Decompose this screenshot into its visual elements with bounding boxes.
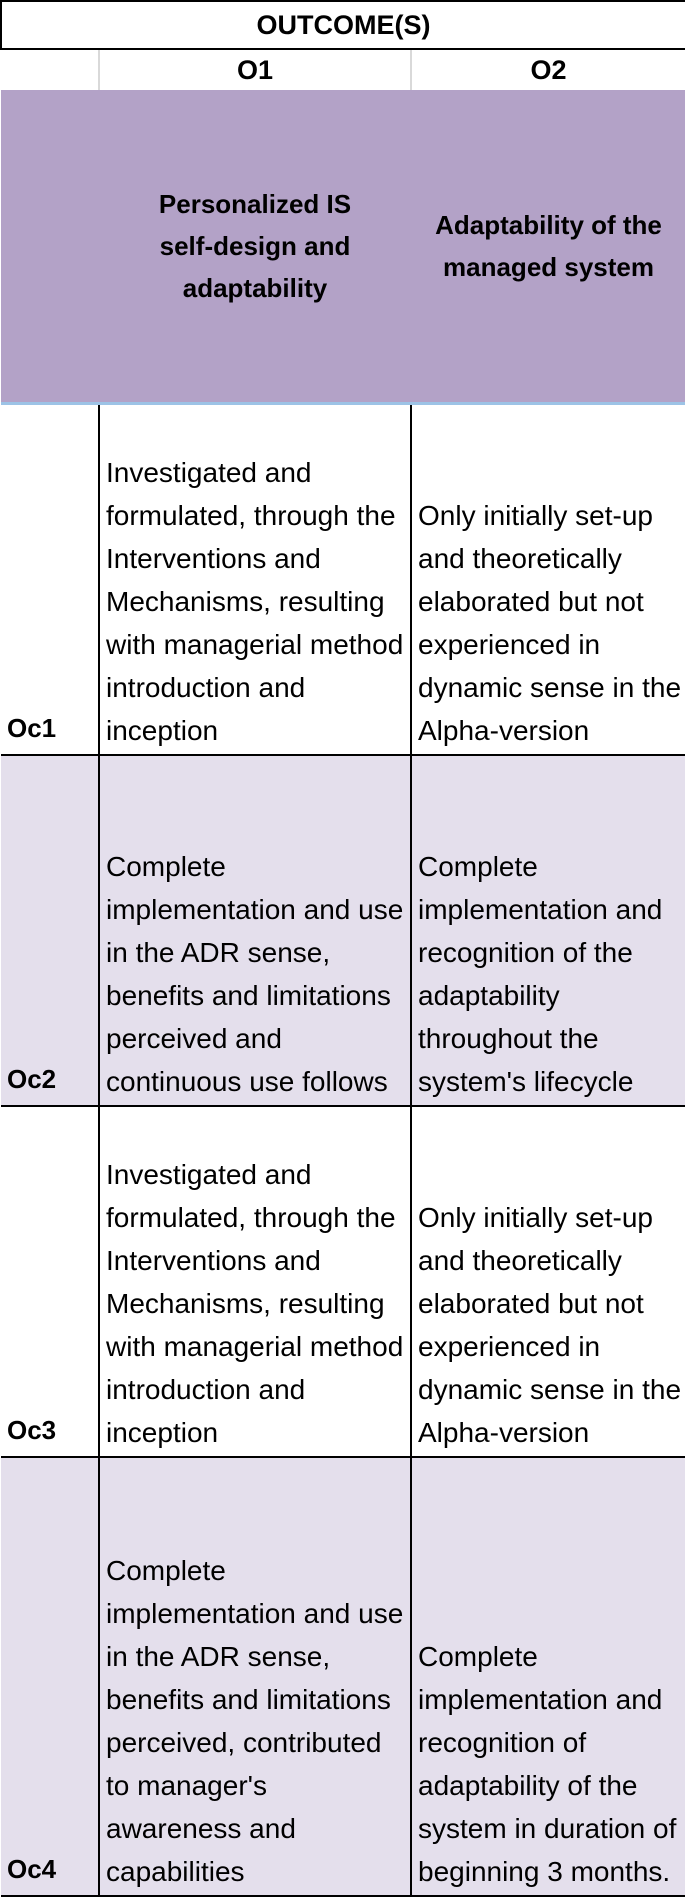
column-code-o2: O2	[411, 49, 685, 90]
row-o1-cell: Complete implementation and use in the ADR sense, benefits and limitations perceived and continuous use follows	[99, 755, 411, 1106]
table-row	[1, 1106, 685, 1457]
column-name-o1-text: Personalized IS self-design and adaptability	[158, 189, 352, 303]
row-o1-cell: Investigated and formulated, through the Interventions and Mechanisms, resulting with managerial method introduction and inception	[99, 404, 411, 756]
row-o1-cell: Complete implementation and use in the ADR sense, benefits and limitations perceived, contributed to manager's awareness and capabilities	[99, 1457, 411, 1896]
table-title: OUTCOME(S)	[1, 1, 685, 49]
row-code: Oc2	[1, 755, 99, 1106]
column-name-o2	[411, 90, 685, 404]
table-row	[1, 1457, 685, 1896]
header-corner	[1, 90, 99, 404]
row-o2-cell: Only initially set-up and theoretically elaborated but not experienced in dynamic sense in the Alpha-version	[411, 1106, 685, 1457]
row-o1-cell: Investigated and formulated, through the Interventions and Mechanisms, resulting with managerial method introduction and inception	[99, 1106, 411, 1457]
corner-cell	[1, 49, 99, 90]
column-name-o2-text: Adaptability of the managed system	[435, 210, 662, 282]
table-row	[1, 755, 685, 1106]
column-name-o1	[99, 90, 411, 404]
row-o2-cell: Complete implementation and recognition of the adaptability throughout the system's lifecycle	[411, 755, 685, 1106]
row-o2-cell: Only initially set-up and theoretically elaborated but not experienced in dynamic sense in the Alpha-version	[411, 404, 685, 756]
row-code: Oc1	[1, 404, 99, 756]
row-code: Oc3	[1, 1106, 99, 1457]
row-o2-cell: Complete implementation and recognition of adaptability of the system in duration of beginning 3 months.	[411, 1457, 685, 1896]
column-code-o1: O1	[99, 49, 411, 90]
row-code: Oc4	[1, 1457, 99, 1896]
table-row	[1, 404, 685, 756]
